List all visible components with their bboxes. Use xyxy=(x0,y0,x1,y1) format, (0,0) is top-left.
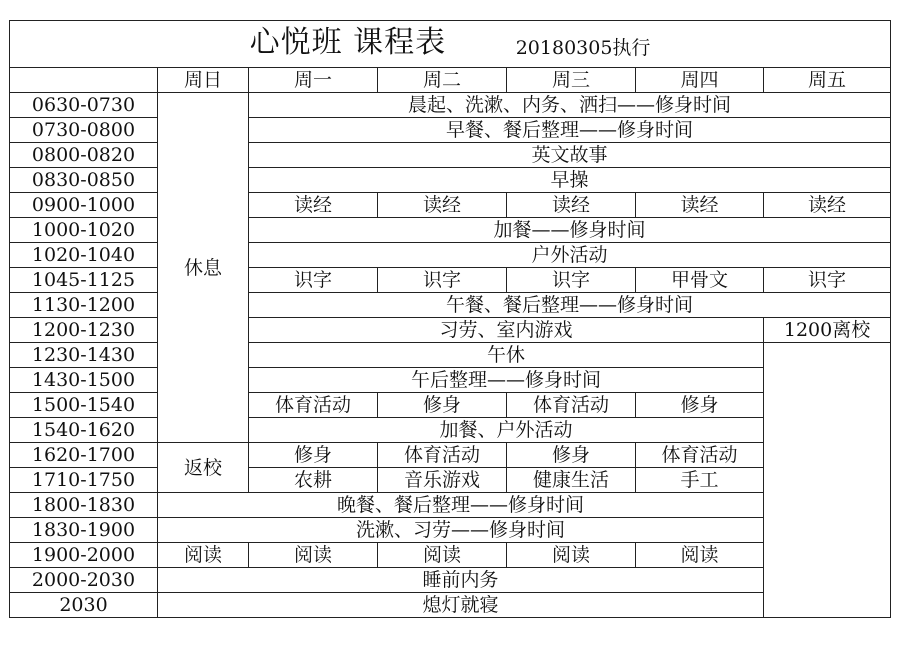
table-row xyxy=(10,568,891,593)
time-cell: 1500-1540 xyxy=(10,393,158,418)
table-row xyxy=(10,343,891,368)
time-cell: 1130-1200 xyxy=(10,293,158,318)
activity-cell-thu: 体育活动 xyxy=(636,443,764,468)
time-cell: 1540-1620 xyxy=(10,418,158,443)
activity-cell: 早操 xyxy=(249,168,891,193)
activity-cell: 熄灯就寝 xyxy=(158,593,764,618)
time-cell: 2030 xyxy=(10,593,158,618)
day-header-mon: 周一 xyxy=(249,68,378,93)
time-cell: 0900-1000 xyxy=(10,193,158,218)
page-title: 心悦班 课程表 xyxy=(249,24,447,60)
activity-cell-wed: 识字 xyxy=(507,268,636,293)
table-row xyxy=(10,443,891,468)
activity-cell-fri: 读经 xyxy=(764,193,891,218)
schedule-table xyxy=(9,20,891,618)
activity-cell: 晨起、洗漱、内务、洒扫——修身时间 xyxy=(249,93,891,118)
sunday-return-cell: 返校 xyxy=(158,443,249,493)
activity-cell-tue: 修身 xyxy=(378,393,507,418)
schedule-sheet xyxy=(9,20,890,618)
activity-cell: 加餐、户外活动 xyxy=(249,418,764,443)
effective-date: 20180305执行 xyxy=(515,36,651,59)
sunday-reading-cell: 阅读 xyxy=(158,543,249,568)
activity-cell-tue: 阅读 xyxy=(378,543,507,568)
day-header-sun: 周日 xyxy=(158,68,249,93)
activity-cell-tue: 读经 xyxy=(378,193,507,218)
table-row xyxy=(10,468,891,493)
title-cell xyxy=(10,21,891,68)
sunday-rest-cell: 休息 xyxy=(158,93,249,443)
activity-cell-thu: 手工 xyxy=(636,468,764,493)
day-header-wed: 周三 xyxy=(507,68,636,93)
time-cell: 1200-1230 xyxy=(10,318,158,343)
activity-cell: 习劳、室内游戏 xyxy=(249,318,764,343)
activity-cell: 晚餐、餐后整理——修身时间 xyxy=(158,493,764,518)
activity-cell-tue: 体育活动 xyxy=(378,443,507,468)
activity-cell: 睡前内务 xyxy=(158,568,764,593)
activity-cell: 午餐、餐后整理——修身时间 xyxy=(249,293,891,318)
activity-cell-wed: 体育活动 xyxy=(507,393,636,418)
time-cell: 1800-1830 xyxy=(10,493,158,518)
table-row xyxy=(10,543,891,568)
activity-cell: 早餐、餐后整理——修身时间 xyxy=(249,118,891,143)
activity-cell: 加餐——修身时间 xyxy=(249,218,891,243)
table-row xyxy=(10,418,891,443)
activity-cell-thu: 读经 xyxy=(636,193,764,218)
table-row xyxy=(10,193,891,218)
activity-cell-mon: 读经 xyxy=(249,193,378,218)
activity-cell-tue: 识字 xyxy=(378,268,507,293)
time-cell: 1710-1750 xyxy=(10,468,158,493)
time-cell: 1045-1125 xyxy=(10,268,158,293)
activity-cell: 午休 xyxy=(249,343,764,368)
day-header-fri: 周五 xyxy=(764,68,891,93)
activity-cell: 英文故事 xyxy=(249,143,891,168)
table-row xyxy=(10,493,891,518)
activity-cell-mon: 阅读 xyxy=(249,543,378,568)
activity-cell-mon: 识字 xyxy=(249,268,378,293)
time-cell: 0800-0820 xyxy=(10,143,158,168)
time-cell: 2000-2030 xyxy=(10,568,158,593)
activity-cell-wed: 健康生活 xyxy=(507,468,636,493)
activity-cell-thu: 甲骨文 xyxy=(636,268,764,293)
activity-cell-tue: 音乐游戏 xyxy=(378,468,507,493)
friday-leave-cell: 1200离校 xyxy=(764,318,891,343)
table-row xyxy=(10,118,891,143)
title-row xyxy=(10,21,891,68)
table-row xyxy=(10,368,891,393)
time-cell: 1620-1700 xyxy=(10,443,158,468)
table-row xyxy=(10,218,891,243)
activity-cell: 户外活动 xyxy=(249,243,891,268)
day-header-tue: 周二 xyxy=(378,68,507,93)
table-row xyxy=(10,593,891,618)
activity-cell-thu: 修身 xyxy=(636,393,764,418)
activity-cell-fri: 识字 xyxy=(764,268,891,293)
table-row xyxy=(10,168,891,193)
table-row xyxy=(10,518,891,543)
time-cell: 0830-0850 xyxy=(10,168,158,193)
time-cell: 0630-0730 xyxy=(10,93,158,118)
time-cell: 1900-2000 xyxy=(10,543,158,568)
activity-cell-mon: 修身 xyxy=(249,443,378,468)
activity-cell-mon: 体育活动 xyxy=(249,393,378,418)
day-header-row xyxy=(10,68,891,93)
corner-cell xyxy=(10,68,158,93)
time-cell: 1230-1430 xyxy=(10,343,158,368)
table-row xyxy=(10,318,891,343)
friday-empty-cell xyxy=(764,343,891,618)
time-cell: 1830-1900 xyxy=(10,518,158,543)
activity-cell: 洗漱、习劳——修身时间 xyxy=(158,518,764,543)
table-row xyxy=(10,393,891,418)
time-cell: 1000-1020 xyxy=(10,218,158,243)
table-row xyxy=(10,243,891,268)
table-row xyxy=(10,293,891,318)
activity-cell-wed: 阅读 xyxy=(507,543,636,568)
table-row xyxy=(10,93,891,118)
day-header-thu: 周四 xyxy=(636,68,764,93)
activity-cell-thu: 阅读 xyxy=(636,543,764,568)
activity-cell-wed: 修身 xyxy=(507,443,636,468)
activity-cell: 午后整理——修身时间 xyxy=(249,368,764,393)
activity-cell-mon: 农耕 xyxy=(249,468,378,493)
time-cell: 1020-1040 xyxy=(10,243,158,268)
table-row xyxy=(10,268,891,293)
activity-cell-wed: 读经 xyxy=(507,193,636,218)
time-cell: 1430-1500 xyxy=(10,368,158,393)
time-cell: 0730-0800 xyxy=(10,118,158,143)
table-row xyxy=(10,143,891,168)
